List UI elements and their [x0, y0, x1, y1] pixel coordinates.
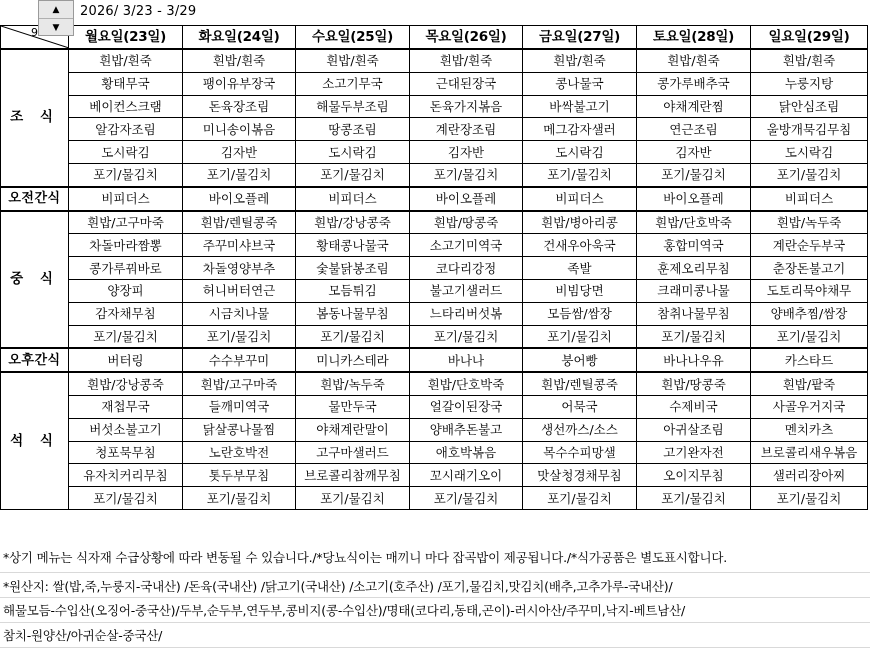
menu-cell[interactable]: 흰밥/렌틸콩죽	[183, 211, 296, 234]
menu-cell[interactable]: 콩가루배추국	[637, 72, 751, 95]
menu-cell[interactable]: 황태무국	[69, 72, 183, 95]
menu-cell[interactable]: 포기/물김치	[296, 163, 410, 186]
menu-row	[1, 372, 868, 395]
menu-cell[interactable]: 포기/물김치	[751, 163, 868, 186]
menu-cell[interactable]: 흰밥/흰죽	[69, 49, 183, 72]
menu-cell[interactable]: 유자치커리무침	[69, 464, 183, 487]
menu-cell[interactable]: 흰밥/흰죽	[183, 49, 296, 72]
menu-cell[interactable]: 홍합미역국	[637, 234, 751, 257]
menu-cell[interactable]: 흰밥/단호박죽	[637, 211, 751, 234]
menu-row	[1, 141, 868, 164]
menu-cell[interactable]: 도토리묵야채무	[751, 279, 868, 302]
menu-cell[interactable]: 고구마샐러드	[296, 441, 410, 464]
menu-cell[interactable]: 흰밥/땅콩죽	[637, 372, 751, 395]
menu-cell[interactable]: 포기/물김치	[69, 325, 183, 348]
menu-cell[interactable]: 참취나물무침	[637, 302, 751, 325]
menu-cell[interactable]: 흰밥/흰죽	[410, 49, 523, 72]
meal-label: 오후간식	[1, 348, 69, 372]
menu-cell[interactable]: 소고기미역국	[410, 234, 523, 257]
menu-row	[1, 49, 868, 72]
menu-cell[interactable]: 고기완자전	[637, 441, 751, 464]
day-header: 화요일(24일)	[183, 26, 296, 50]
menu-cell[interactable]: 바이오플레	[410, 187, 523, 211]
menu-cell[interactable]: 크래미콩나물	[637, 279, 751, 302]
day-header: 월요일(23일)	[69, 26, 183, 50]
sheet-gridline	[0, 597, 870, 598]
menu-row	[1, 487, 868, 510]
menu-cell[interactable]: 포기/물김치	[523, 325, 637, 348]
menu-cell[interactable]: 흰밥/녹두죽	[751, 211, 868, 234]
menu-cell[interactable]: 흰밥/땅콩죽	[410, 211, 523, 234]
day-header: 목요일(26일)	[410, 26, 523, 50]
menu-cell[interactable]: 포기/물김치	[523, 487, 637, 510]
menu-cell[interactable]: 흰밥/흰죽	[637, 49, 751, 72]
corner-label: 9	[31, 26, 38, 39]
menu-cell[interactable]: 흰밥/흰죽	[523, 49, 637, 72]
weekly-menu-table	[0, 25, 868, 510]
menu-cell[interactable]: 연근조림	[637, 118, 751, 141]
menu-cell[interactable]: 아귀살조림	[637, 418, 751, 441]
menu-cell[interactable]: 포기/물김치	[183, 163, 296, 186]
week-spinner[interactable]	[38, 0, 74, 36]
menu-cell[interactable]: 바나나	[410, 348, 523, 372]
menu-cell[interactable]: 메그감자샐러	[523, 118, 637, 141]
sheet-gridline	[0, 572, 870, 573]
menu-cell[interactable]: 톳두부무침	[183, 464, 296, 487]
menu-cell[interactable]: 차돌마라짬뽕	[69, 234, 183, 257]
menu-row	[1, 325, 868, 348]
menu-cell[interactable]: 포기/물김치	[296, 487, 410, 510]
menu-row	[1, 234, 868, 257]
menu-cell[interactable]: 붕어빵	[523, 348, 637, 372]
menu-cell[interactable]: 야채계란말이	[296, 418, 410, 441]
menu-cell[interactable]: 도시락김	[296, 141, 410, 164]
menu-cell[interactable]: 비피더스	[296, 187, 410, 211]
meal-label: 조 식	[1, 49, 69, 187]
menu-cell[interactable]: 모듬튀김	[296, 279, 410, 302]
note-line: 해물모듬-수입산(오징어-중국산)/두부,순두부,연두부,콩비지(콩-수입산)/명태(코다리,동태,곤이)-러시아산/주꾸미,낙지-베트남산/	[3, 603, 686, 618]
menu-cell[interactable]: 소고기무국	[296, 72, 410, 95]
menu-cell[interactable]: 김자반	[183, 141, 296, 164]
menu-cell[interactable]: 애호박볶음	[410, 441, 523, 464]
note-line: *상기 메뉴는 식자재 수급상황에 따라 변동될 수 있습니다./*당뇨식이는 매끼니 마다 잡곡밥이 제공됩니다./*식가공품은 별도표시합니다.	[3, 550, 728, 565]
header-row	[1, 26, 868, 50]
menu-cell[interactable]: 노란호박전	[183, 441, 296, 464]
menu-cell[interactable]: 바나나우유	[637, 348, 751, 372]
menu-cell[interactable]: 사골우거지국	[751, 395, 868, 418]
menu-cell[interactable]: 흰밥/팥죽	[751, 372, 868, 395]
menu-cell[interactable]: 흰밥/병아리콩	[523, 211, 637, 234]
menu-cell[interactable]: 포기/물김치	[410, 163, 523, 186]
menu-cell[interactable]: 도시락김	[69, 141, 183, 164]
menu-row	[1, 464, 868, 487]
menu-cell[interactable]: 감자채무침	[69, 302, 183, 325]
menu-cell[interactable]: 흰밥/강낭콩죽	[296, 211, 410, 234]
sheet-gridline	[0, 622, 870, 623]
menu-cell[interactable]: 봄동나물무침	[296, 302, 410, 325]
menu-cell[interactable]: 흰밥/녹두죽	[296, 372, 410, 395]
menu-cell[interactable]: 수수부꾸미	[183, 348, 296, 372]
menu-cell[interactable]: 브로콜리참깨무침	[296, 464, 410, 487]
day-header: 토요일(28일)	[637, 26, 751, 50]
menu-cell[interactable]: 수제비국	[637, 395, 751, 418]
menu-cell[interactable]: 흰밥/강낭콩죽	[69, 372, 183, 395]
note-line: 참치-원양산/아귀순살-중국산/	[3, 628, 163, 643]
menu-cell[interactable]: 오이지무침	[637, 464, 751, 487]
menu-cell[interactable]: 누룽지탕	[751, 72, 868, 95]
menu-cell[interactable]: 훈제오리무침	[637, 257, 751, 280]
menu-cell[interactable]: 흰밥/흰죽	[296, 49, 410, 72]
menu-cell[interactable]: 근대된장국	[410, 72, 523, 95]
menu-cell[interactable]: 멘치카츠	[751, 418, 868, 441]
menu-cell[interactable]: 김자반	[637, 141, 751, 164]
menu-cell[interactable]: 숯불닭봉조림	[296, 257, 410, 280]
menu-cell[interactable]: 해물두부조림	[296, 95, 410, 118]
menu-cell[interactable]: 들깨미역국	[183, 395, 296, 418]
menu-cell[interactable]: 포기/물김치	[637, 487, 751, 510]
menu-cell[interactable]: 버터링	[69, 348, 183, 372]
menu-cell[interactable]: 땅콩조림	[296, 118, 410, 141]
menu-cell[interactable]: 양배추찜/쌈장	[751, 302, 868, 325]
menu-cell[interactable]: 포기/물김치	[183, 325, 296, 348]
menu-cell[interactable]: 카스타드	[751, 348, 868, 372]
menu-cell[interactable]: 양장피	[69, 279, 183, 302]
menu-cell[interactable]: 흰밥/흰죽	[751, 49, 868, 72]
menu-cell[interactable]: 김자반	[410, 141, 523, 164]
menu-row	[1, 95, 868, 118]
meal-label: 석 식	[1, 372, 69, 509]
menu-cell[interactable]: 바이오플레	[183, 187, 296, 211]
menu-cell[interactable]: 흰밥/고구마죽	[69, 211, 183, 234]
menu-cell[interactable]: 족발	[523, 257, 637, 280]
menu-cell[interactable]: 춘장돈불고기	[751, 257, 868, 280]
menu-cell[interactable]: 포기/물김치	[523, 163, 637, 186]
menu-cell[interactable]: 콩나물국	[523, 72, 637, 95]
menu-row	[1, 187, 868, 211]
menu-cell[interactable]: 베이컨스크램	[69, 95, 183, 118]
menu-cell[interactable]: 재첩무국	[69, 395, 183, 418]
meal-label: 오전간식	[1, 187, 69, 211]
triangle-down-icon[interactable]: ▼	[52, 22, 60, 33]
menu-cell[interactable]: 닭살콩나물찜	[183, 418, 296, 441]
menu-row	[1, 118, 868, 141]
menu-cell[interactable]: 흰밥/단호박죽	[410, 372, 523, 395]
menu-cell[interactable]: 포기/물김치	[637, 325, 751, 348]
menu-cell[interactable]: 꼬시래기오이	[410, 464, 523, 487]
menu-cell[interactable]: 도시락김	[751, 141, 868, 164]
menu-row	[1, 441, 868, 464]
menu-cell[interactable]: 목수수피망샐	[523, 441, 637, 464]
menu-cell[interactable]: 버섯소불고기	[69, 418, 183, 441]
menu-cell[interactable]: 돈육가지볶음	[410, 95, 523, 118]
day-header: 일요일(29일)	[751, 26, 868, 50]
menu-cell[interactable]: 미니카스테라	[296, 348, 410, 372]
sheet-gridline	[0, 647, 870, 648]
day-header: 수요일(25일)	[296, 26, 410, 50]
menu-cell[interactable]: 차돌영양부추	[183, 257, 296, 280]
menu-cell[interactable]: 닭안심조림	[751, 95, 868, 118]
menu-cell[interactable]: 불고기샐러드	[410, 279, 523, 302]
date-header-bar	[0, 0, 870, 25]
menu-cell[interactable]: 도시락김	[523, 141, 637, 164]
menu-row	[1, 279, 868, 302]
menu-cell[interactable]: 포기/물김치	[410, 487, 523, 510]
menu-cell[interactable]: 청포묵무침	[69, 441, 183, 464]
menu-cell[interactable]: 비피더스	[751, 187, 868, 211]
menu-cell[interactable]: 계란순두부국	[751, 234, 868, 257]
menu-cell[interactable]: 계란장조림	[410, 118, 523, 141]
menu-cell[interactable]: 바싹불고기	[523, 95, 637, 118]
menu-cell[interactable]: 건새우아욱국	[523, 234, 637, 257]
menu-cell[interactable]: 허니버터연근	[183, 279, 296, 302]
menu-cell[interactable]: 팽이유부장국	[183, 72, 296, 95]
note-line: *원산지: 쌀(밥,죽,누룽지-국내산) /돈육(국내산) /닭고기(국내산) /소고기(호주산) /포기,물김치,맛김치(배추,고추가루-국내산)/	[3, 579, 673, 594]
menu-cell[interactable]: 샐러리장아찌	[751, 464, 868, 487]
menu-cell[interactable]: 황태콩나물국	[296, 234, 410, 257]
menu-row	[1, 72, 868, 95]
menu-cell[interactable]: 비피더스	[523, 187, 637, 211]
menu-cell[interactable]: 느타리버섯볶	[410, 302, 523, 325]
menu-cell[interactable]: 야채계란찜	[637, 95, 751, 118]
menu-cell[interactable]: 물만두국	[296, 395, 410, 418]
menu-cell[interactable]: 포기/물김치	[637, 163, 751, 186]
menu-cell[interactable]: 비빔당면	[523, 279, 637, 302]
menu-row	[1, 211, 868, 234]
day-header: 금요일(27일)	[523, 26, 637, 50]
menu-row	[1, 418, 868, 441]
menu-cell[interactable]: 포기/물김치	[183, 487, 296, 510]
menu-cell[interactable]: 포기/물김치	[69, 487, 183, 510]
menu-cell[interactable]: 미니송이볶음	[183, 118, 296, 141]
menu-row	[1, 348, 868, 372]
date-range[interactable]: 2026/ 3/23 - 3/29	[80, 4, 197, 19]
menu-cell[interactable]: 알감자조림	[69, 118, 183, 141]
meal-label: 중 식	[1, 211, 69, 349]
menu-cell[interactable]: 얼갈이된장국	[410, 395, 523, 418]
menu-cell[interactable]: 맛살청경채무침	[523, 464, 637, 487]
triangle-up-icon[interactable]: ▲	[39, 1, 73, 19]
menu-cell[interactable]: 어묵국	[523, 395, 637, 418]
menu-row	[1, 257, 868, 280]
menu-cell[interactable]: 양배추돈불고	[410, 418, 523, 441]
menu-cell[interactable]: 포기/물김치	[751, 325, 868, 348]
menu-cell[interactable]: 비피더스	[69, 187, 183, 211]
menu-cell[interactable]: 생선까스/소스	[523, 418, 637, 441]
menu-cell[interactable]: 돈육장조림	[183, 95, 296, 118]
menu-cell[interactable]: 울방개묵김무침	[751, 118, 868, 141]
menu-cell[interactable]: 브로콜리새우볶음	[751, 441, 868, 464]
menu-cell[interactable]: 포기/물김치	[751, 487, 868, 510]
menu-row	[1, 302, 868, 325]
menu-cell[interactable]: 포기/물김치	[296, 325, 410, 348]
menu-cell[interactable]: 콩가루꿔바로	[69, 257, 183, 280]
menu-cell[interactable]: 흰밥/고구마죽	[183, 372, 296, 395]
menu-cell[interactable]: 주꾸미샤브국	[183, 234, 296, 257]
menu-cell[interactable]: 시금치나물	[183, 302, 296, 325]
menu-row	[1, 395, 868, 418]
menu-cell[interactable]: 포기/물김치	[69, 163, 183, 186]
menu-cell[interactable]: 바이오플레	[637, 187, 751, 211]
menu-cell[interactable]: 포기/물김치	[410, 325, 523, 348]
menu-row	[1, 163, 868, 186]
menu-cell[interactable]: 모듬쌈/쌈장	[523, 302, 637, 325]
menu-cell[interactable]: 흰밥/렌틸콩죽	[523, 372, 637, 395]
menu-cell[interactable]: 코다리강정	[410, 257, 523, 280]
